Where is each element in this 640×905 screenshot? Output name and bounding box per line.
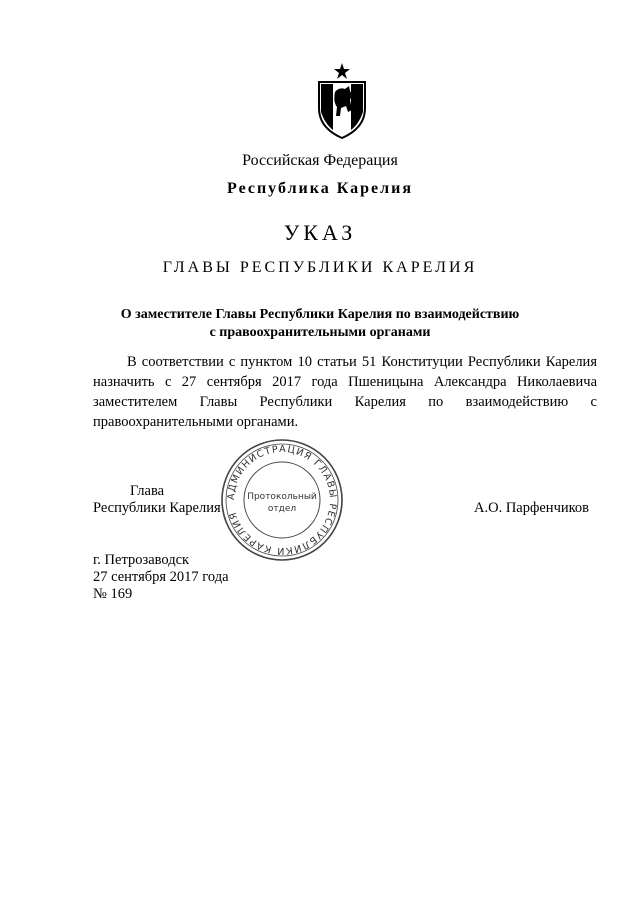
decree-number: № 169	[93, 586, 133, 602]
decree-subject	[60, 306, 580, 342]
signatory-title-line-1: Глава	[130, 483, 165, 499]
subject-line-1: О заместителе Главы Республики Карелия по взаимодействию	[120, 307, 520, 322]
seal-center-line-1: Протокольный	[247, 492, 317, 502]
karelia-coat-of-arms-icon	[313, 62, 371, 140]
signatory-name: А.О. Парфенчиков	[474, 500, 590, 516]
document-type: УКАЗ	[283, 220, 357, 245]
country-name: Российская Федерация	[242, 152, 398, 169]
issuer-title: ГЛАВЫ РЕСПУБЛИКИ КАРЕЛИЯ	[162, 259, 478, 276]
issue-city: г. Петрозаводск	[93, 552, 190, 568]
signatory-title-line-2: Республики Карелия	[93, 500, 221, 516]
subject-line-2: с правоохранительными органами	[209, 325, 431, 340]
republic-name: Республика Карелия	[227, 180, 413, 197]
protocol-department-seal	[219, 437, 345, 563]
issue-date: 27 сентября 2017 года	[93, 569, 229, 585]
decree-body: В соответствии с пунктом 10 статьи 51 Конституции Республики Карелия назначить с 27 сентября 2017 года Пшеницына Александра Николаевича заместителем Главы Республики Карелия по взаимодействию с правоохранительными органами.	[93, 354, 597, 430]
seal-center-line-2: отдел	[267, 504, 297, 514]
seal-ring-text: АДМИНИСТРАЦИЯ ГЛАВЫ РЕСПУБЛИКИ КАРЕЛИЯ	[225, 443, 339, 557]
